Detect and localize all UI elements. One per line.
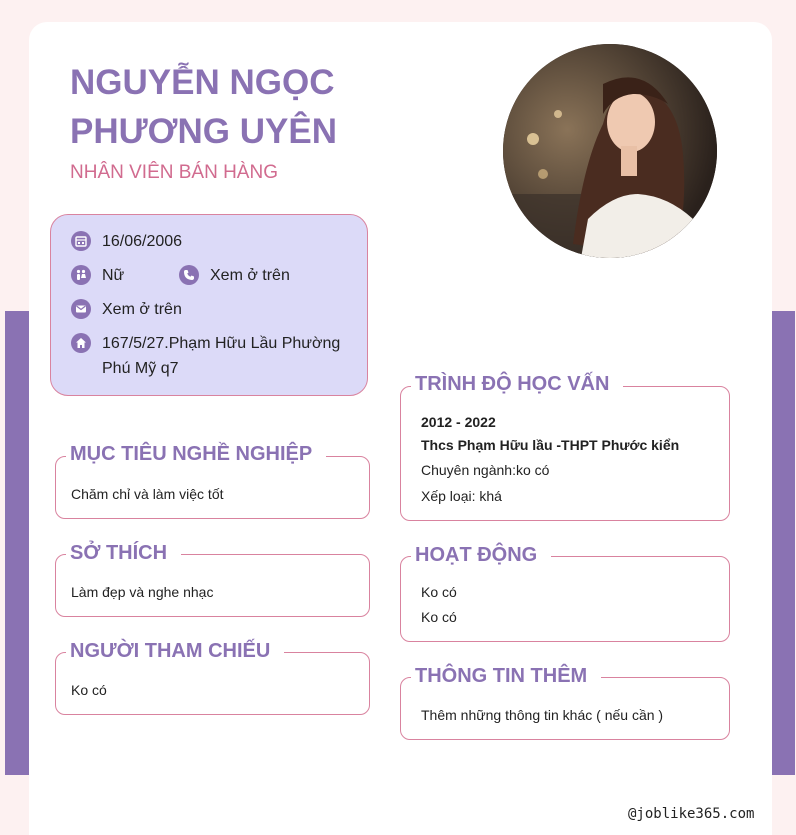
references-text: Ko có: [71, 682, 107, 698]
candidate-name: NGUYỄN NGỌC PHƯƠNG UYÊN: [70, 63, 337, 151]
phone-value: Xem ở trên: [210, 267, 290, 284]
education-rank: Xếp loại: khá: [421, 488, 502, 504]
contact-panel: [50, 214, 368, 396]
education-period: 2012 - 2022: [421, 414, 496, 430]
email-value: Xem ở trên: [102, 301, 182, 318]
contact-address: [71, 331, 351, 381]
references-title: NGƯỜI THAM CHIẾU: [66, 640, 284, 663]
left-accent-band: [5, 311, 29, 775]
contact-gender: [71, 263, 124, 288]
hobbies-text: Làm đẹp và nghe nhạc: [71, 584, 214, 600]
activities-line-1: Ko có: [421, 584, 457, 600]
gender-value: Nữ: [102, 267, 125, 284]
profile-photo: [503, 44, 717, 258]
birthday-value: 16/06/2006: [102, 233, 183, 250]
career-goal-text: Chăm chỉ và làm việc tốt: [71, 486, 224, 502]
contact-email: [71, 297, 182, 322]
calendar-icon: [71, 231, 91, 251]
contact-phone: [179, 263, 290, 288]
career-goal-title: MỤC TIÊU NGHỀ NGHIỆP: [66, 443, 326, 466]
mail-icon: [71, 299, 91, 319]
education-school: Thcs Phạm Hữu lầu -THPT Phước kiển: [421, 437, 680, 453]
hobbies-title: SỞ THÍCH: [66, 542, 181, 565]
contact-birthday: [71, 229, 182, 254]
home-icon: [71, 333, 91, 353]
site-watermark: @joblike365.com: [628, 806, 755, 822]
phone-icon: [179, 265, 199, 285]
activities-line-2: Ko có: [421, 609, 457, 625]
right-accent-band: [772, 311, 795, 775]
education-title: TRÌNH ĐỘ HỌC VẤN: [411, 373, 623, 396]
gender-icon: [71, 265, 91, 285]
activities-title: HOẠT ĐỘNG: [411, 544, 551, 567]
job-title: NHÂN VIÊN BÁN HÀNG: [70, 162, 278, 183]
extra-info-title: THÔNG TIN THÊM: [411, 665, 601, 688]
extra-info-text: Thêm những thông tin khác ( nếu cần ): [421, 707, 664, 723]
address-value: 167/5/27.Phạm Hữu Lầu Phường Phú Mỹ q7: [102, 335, 341, 377]
education-major: Chuyên ngành:ko có: [421, 462, 550, 478]
